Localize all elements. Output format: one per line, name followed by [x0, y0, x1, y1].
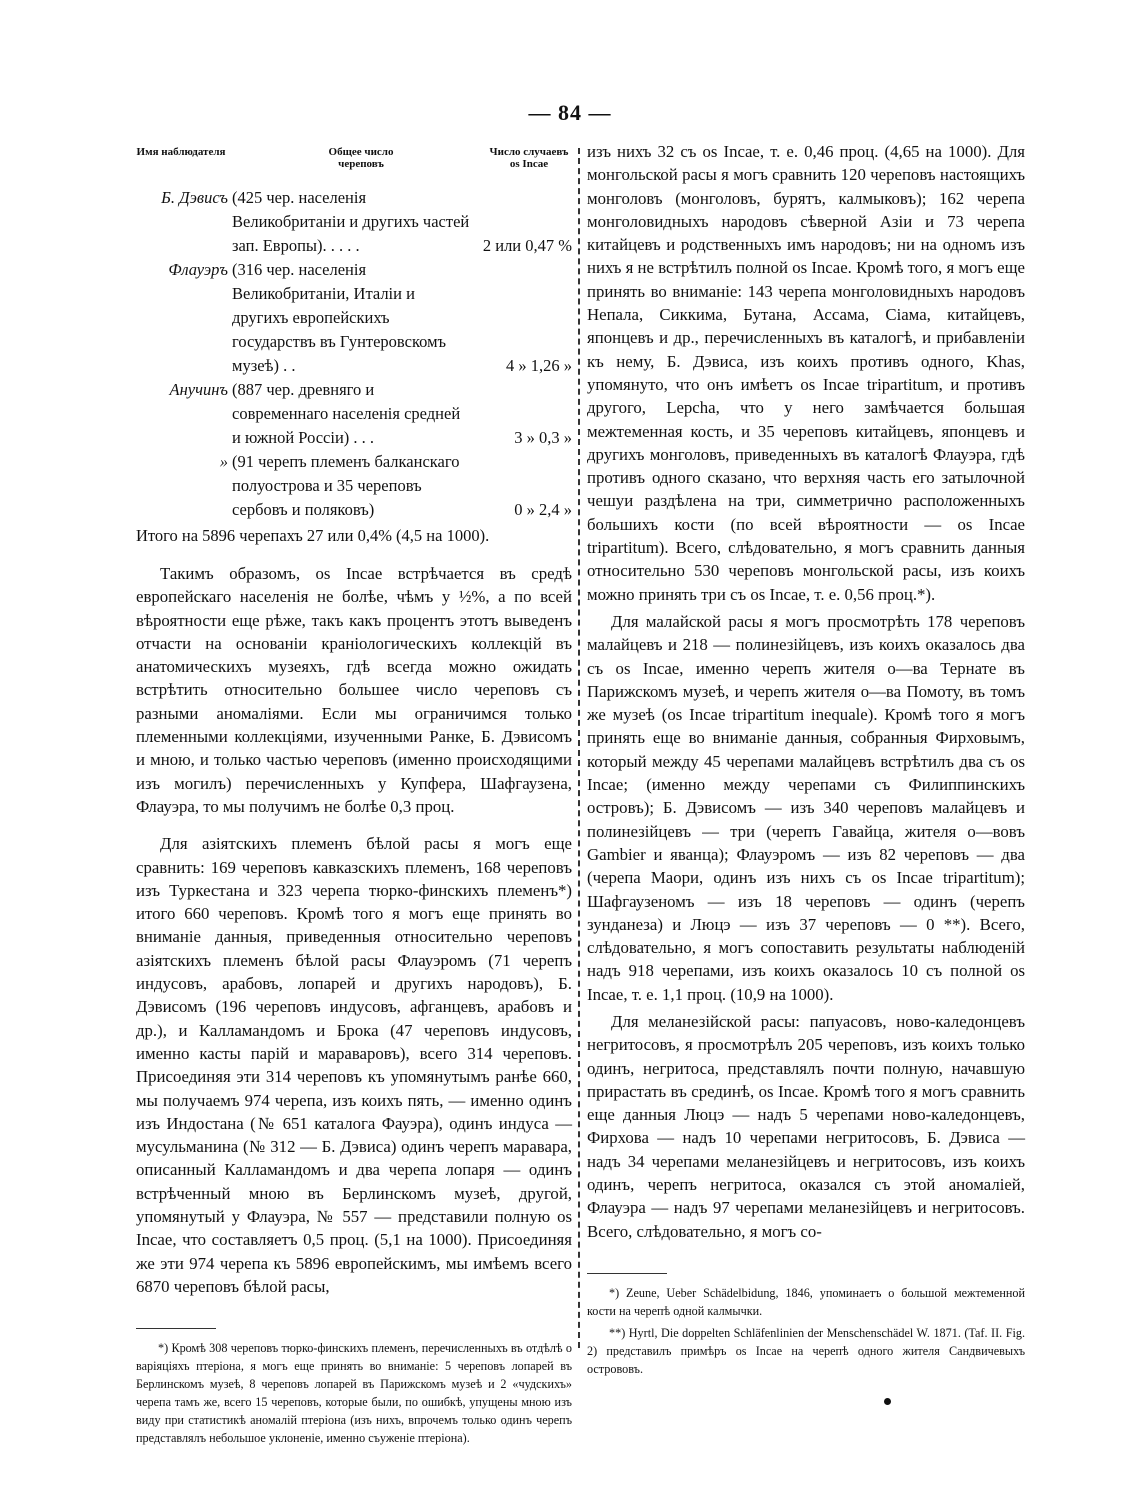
footnote-separator [587, 1273, 667, 1274]
table-row [136, 378, 572, 450]
table-row [136, 450, 572, 522]
row-value: 0 » 2,4 » [514, 500, 572, 519]
row-value: 4 » 1,26 » [506, 356, 572, 375]
page-number: — 84 — [528, 100, 612, 125]
body-paragraph: изъ нихъ 32 съ os Incae, т. е. 0,46 проц. (4,65 на 1000). Для монгольской расы я могъ сравнить 120 череповъ настоящихъ монголовъ (монголовъ, бурятъ, калмыковъ); 162 черепа монголовидныхъ народовъ сѣверной Азіи и 73 черепа китайцевъ и родственныхъ имъ народовъ; ни на одномъ изъ нихъ я не встрѣтилъ полной os Incae. Кромѣ того, я могъ еще принять во вниманіе: 143 черепа монголовидныхъ народовъ Непала, Сиккима, Бутана, Ассама, Сіама, китайцевъ, японцевъ и др., перечисленныхъ въ каталогѣ, и прибавленіи къ нему, Б. Дэвиса, изъ коихъ противъ одного, Khas, упомянуто, что онъ имѣетъ os Incae tripartitum, и противъ другого, Lepcha, что у него замѣчается большая межтеменная кость, и 35 череповъ китайцевъ, японцевъ и другихъ монголовъ, приведенныхъ въ каталогѣ Флауэра, гдѣ противъ одного сказано, что верхняя часть его затылочной чешуи раздѣлена на три, симметрично расположенныхъ большихъ кости (по всей вѣроятности — os Incae tripartitum). Всего, слѣдовательно, я могъ сравнить данныя относительно 530 череповъ монгольской расы, изъ коихъ можно принять три съ os Incae, т. е. 0,56 проц.*). [587, 142, 1025, 604]
table-row [136, 258, 572, 378]
header-name: Имя наблюдателя [136, 146, 226, 158]
row-description: (91 черепъ племенъ балканскаго полуострова и 35 череповъ сербовъ и поляковъ) [232, 452, 460, 519]
column-divider [578, 148, 582, 1348]
row-value: 2 или 0,47 % [482, 236, 572, 255]
row-observer: » [219, 452, 228, 471]
row-value: 3 » 0,3 » [514, 428, 572, 447]
footnote: **) Hyrtl, Die doppelten Schläfenlinien der Menschenschädel W. 1871. (Taf. II. Fig. 2) представилъ примѣръ os Incae на черепѣ одного жителя Сандвичевыхъ острововъ. [587, 1325, 1025, 1376]
header-total: Общее число череповъ [328, 146, 394, 170]
header-cases: Число случаевъ os Incae [489, 146, 569, 170]
table-total: Итого на 5896 черепахъ 27 или 0,4% (4,5 на 1000). [136, 526, 490, 545]
footnote: *) Zeune, Ueber Schädelbidung, 1846, упоминаетъ о большой межтеменной кости на черепѣ одной калмычки. [587, 1285, 1025, 1318]
row-observer: Флауэръ [168, 260, 228, 279]
footnote-separator [136, 1328, 216, 1329]
body-paragraph: Такимъ образомъ, os Incae встрѣчается въ средѣ европейскаго населенія не болѣе, чѣмъ у ½%, а по всей вѣроятности еще рѣже, такъ какъ процентъ этотъ выведенъ отчасти на основаніи краніологическихъ коллекцій въ анатомическихъ музеяхъ, гдѣ всегда можно ожидать встрѣтить относительно большее число череповъ съ разными аномаліями. Если мы ограничимся только племенными коллекціями, изученными Ранке, Б. Дэвисомъ и мною, и только частью череповъ (именно происходящими изъ могилъ) перечисленныхъ у Купфера, Шафгаузена, Флауэра, то мы получимъ не болѣе 0,3 проц. [136, 564, 572, 816]
row-observer: Б. Дэвисъ [161, 188, 228, 207]
body-paragraph: Для меланезійской расы: папуасовъ, ново-каледонцевъ негритосовъ, я просмотрѣлъ 205 череповъ, изъ коихъ только одинъ, негритоса, представлялъ почти полную, начавшую прирастать въ срединѣ, os Incae. Кромѣ того я могъ сравнить еще данныя Люцэ — надъ 5 черепами ново-каледонцевъ, Фирхова — надъ 10 черепами негритосовъ, Б. Дэвиса — надъ 34 черепами меланезійцевъ и негритосовъ, изъ коихъ одинъ, черепъ негритоса, оказался съ этой аномаліей, Флауэра — надъ 97 черепами меланезійцевъ и негритосовъ. Всего, слѣдовательно, я могъ со- [587, 1011, 1025, 1241]
body-paragraph: Для азіятскихъ племенъ бѣлой расы я могъ еще сравнить: 169 череповъ кавказскихъ племенъ, 168 череповъ изъ Туркестана и 323 черепа тюрко-финскихъ племенъ*) итого 660 череповъ. Кромѣ того я могъ еще принять во вниманіе данныя, приведенныя относительно череповъ азіятскихъ племенъ бѣлой расы Флауэромъ (71 черепъ индусовъ, арабовъ, лопарей и другихъ народовъ), Б. Дэвисомъ (196 череповъ индусовъ, афганцевъ, арабовъ и др.), и Калламандомъ и Брока (47 череповъ индусовъ, именно касты парій и мараваровъ), всего 314 череповъ. Присоединяя эти 314 череповъ къ упомянутымъ ранѣе 660, мы получаемъ 974 черепа, изъ коихъ пять, — именно одинъ изъ Индостана (№ 651 каталога Фауэра), одинъ индуса — мусульманина (№ 312 — Б. Дэвиса) одинъ черепъ маравара, описанный Калламандомъ и два черепа лопаря — одинъ встрѣченный мною въ Берлинскомъ музеѣ, другой, упомянутый у Флауэра, № 557 — представили полную os Incae, что составляетъ 0,5 проц. (5,1 на 1000). Присоединяя же эти 974 черепа къ 5896 европейскимъ, мы имѣемъ всего 6870 череповъ бѣлой расы, [136, 834, 572, 1296]
row-observer: Анучинъ [169, 380, 228, 399]
row-description: (425 чер. населенія Великобританіи и другихъ частей зап. Европы). . . . . [232, 188, 470, 255]
left-column [136, 140, 572, 1447]
right-column [587, 140, 1025, 1378]
body-paragraph: Для малайской расы я могъ просмотрѣть 178 череповъ малайцевъ и 218 — полинезійцевъ, изъ коихъ оказалось два съ os Incae, именно черепъ жителя о—ва Тернате въ Парижскомъ музеѣ, и черепъ жителя о—ва Помоту, въ томъ же музеѣ (os Incae tripartitum inequale). Кромѣ того я могъ принять еще во вниманіе данныя, собранныя Фирховымъ, который между 45 черепами малайцевъ встрѣтилъ два съ os Incae; (именно между черепами съ Филиппинскихъ островъ); Б. Дэвисомъ — изъ 340 череповъ малайцевъ и полинезійцевъ — три (черепъ Гавайца, жителя о—вовъ Gambier и яванца); Флауэромъ — изъ 82 череповъ — два (черепа Маори, одинъ изъ нихъ съ os Incae tripartitum); Шафгаузеномъ — изъ 18 череповъ — одинъ (черепъ зунданеза) и Люцэ — изъ 37 череповъ — 0 **). Всего, слѣдовательно, я могъ сопоставить результаты наблюденій надъ 918 черепами, изъ коихъ оказалось 10 съ полной os Incae, т. е. 1,1 проц. (10,9 на 1000). [587, 611, 1025, 1004]
footnote: *) Кромѣ 308 череповъ тюрко-финскихъ племенъ, перечисленныхъ въ отдѣлѣ о варіяціяхъ птеріона, я могъ еще принять во вниманіе: 5 череповъ лопарей въ Берлинскомъ музеѣ, 8 череповъ лопарей въ Парижскомъ музеѣ и 2 «чудскихъ» черепа тамъ же, всего 15 череповъ, которые были, по ошибкѣ, упущены мною изъ виду при статистикѣ аномалій птеріона (изъ нихъ, впрочемъ только одинъ черепъ представлялъ небольшое уклоненіе, именно съуженіе птеріона). [136, 1341, 572, 1446]
row-description: (316 чер. населенія Великобританіи, Италіи и другихъ европейскихъ государствъ въ Гунтеровскомъ музеѣ) . . [232, 260, 447, 375]
table-row [136, 186, 572, 258]
row-description: (887 чер. древняго и современнаго населенія средней и южной Россіи) . . . [232, 380, 461, 447]
table-header [136, 140, 572, 186]
ink-dot [884, 1398, 891, 1405]
